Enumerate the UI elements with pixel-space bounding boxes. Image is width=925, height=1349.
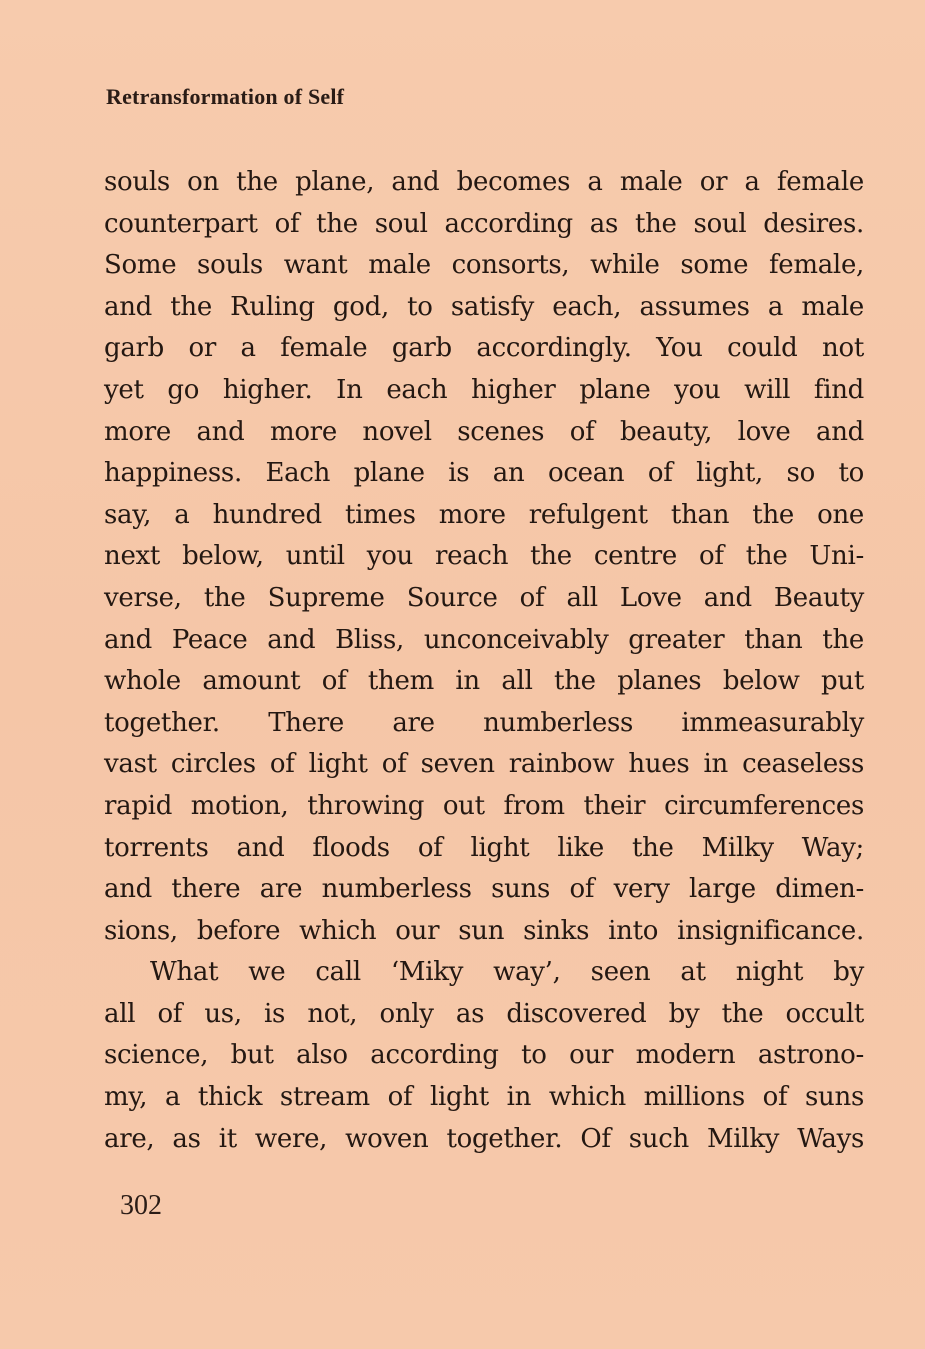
- text-line: Some souls want male consorts, while some female,: [104, 250, 864, 281]
- text-line: garb or a female garb accordingly. You could not: [104, 333, 864, 364]
- text-line: yet go higher. In each higher plane you will find: [104, 374, 864, 405]
- text-line: my, a thick stream of light in which millions of suns: [104, 1082, 864, 1113]
- text-line: and the Ruling god, to satisfy each, assumes a male: [104, 291, 864, 322]
- text-line: and there are numberless suns of very large dimen-: [104, 874, 864, 905]
- text-line: torrents and floods of light like the Milky Way;: [104, 832, 864, 863]
- text-line: counterpart of the soul according as the soul desires.: [104, 208, 864, 239]
- text-line: all of us, is not, only as discovered by the occult: [104, 998, 864, 1029]
- text-line: souls on the plane, and becomes a male or a female: [104, 167, 864, 197]
- text-line: say, a hundred times more refulgent than the one: [104, 499, 864, 530]
- page-number: 302: [120, 1190, 162, 1221]
- body-text: [104, 162, 864, 1160]
- text-line: What we call ‘Miky way’, seen at night by: [150, 957, 864, 988]
- text-line: happiness. Each plane is an ocean of light, so to: [104, 458, 864, 489]
- text-line: rapid motion, throwing out from their circumferences: [104, 790, 864, 821]
- text-line: sions, before which our sun sinks into insignificance.: [104, 915, 864, 946]
- text-line: together. There are numberless immeasurably: [104, 707, 864, 738]
- text-line: are, as it were, woven together. Of such Milky Ways: [104, 1123, 864, 1154]
- text-line: vast circles of light of seven rainbow hues in ceaseless: [104, 749, 864, 780]
- text-line: and Peace and Bliss, unconceivably greater than the: [104, 624, 864, 655]
- text-line: science, but also according to our modern astrono-: [104, 1040, 864, 1071]
- text-line: verse, the Supreme Source of all Love and Beauty: [104, 582, 864, 613]
- text-line: more and more novel scenes of beauty, love and: [104, 416, 864, 447]
- text-line: next below, until you reach the centre of the Uni-: [104, 541, 864, 572]
- running-head: Retransformation of Self: [106, 84, 345, 109]
- text-line: whole amount of them in all the planes below put: [104, 666, 864, 697]
